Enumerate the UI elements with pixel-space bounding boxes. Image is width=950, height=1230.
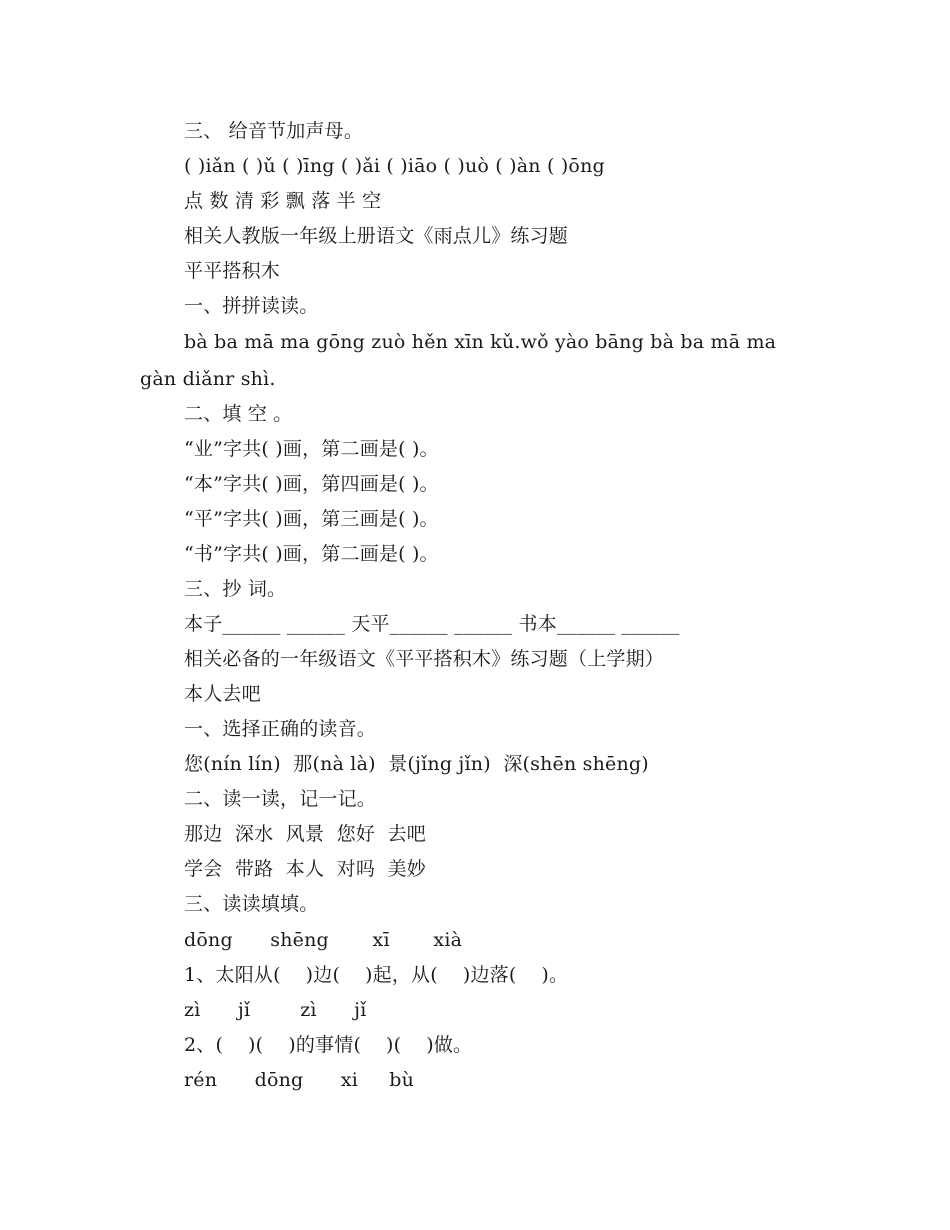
section-heading-read-remember: 二、读一读，记一记。: [184, 788, 377, 810]
fill-sentence-1: 1、太阳从( )边( )起，从( )边落( )。: [184, 964, 569, 986]
stroke-question-ye: “业”字共( )画，第二画是( )。: [184, 438, 439, 460]
fill-sentence-2: 2、( )( )的事情( )( )做。: [184, 1034, 473, 1056]
pinyin-hint-row-3: rén dōng xi bù: [184, 1069, 415, 1091]
lesson-title-go-myself: 本人去吧: [184, 683, 261, 705]
pinyin-blanks-line: ( )iǎn ( )ǔ ( )īng ( )ǎi ( )iāo ( )uò ( )àn ( )ōng: [184, 155, 605, 177]
stroke-question-ping: “平”字共( )画，第三画是( )。: [184, 508, 439, 530]
pinyin-sentence-line-1: bà ba mā ma gōng zuò hěn xīn kǔ.wǒ yào bāng bà ba mā ma: [184, 331, 777, 353]
word-row-1: 那边 深水 风景 您好 去吧: [184, 823, 426, 845]
exercise-title-raindrops: 相关人教版一年级上册语文《雨点儿》练习题: [184, 225, 569, 247]
section-heading-add-initials: 三、 给音节加声母。: [184, 120, 364, 142]
stroke-question-ben: “本”字共( )画，第四画是( )。: [184, 473, 439, 495]
pinyin-sentence-line-2: gàn diǎnr shì.: [140, 368, 276, 390]
reading-choice-line: 您(nín lín) 那(nà là) 景(jǐng jǐn) 深(shēn shēng): [184, 753, 649, 775]
copy-words-line: 本子______ ______ 天平______ ______ 书本______ ______: [184, 613, 680, 635]
stroke-question-shu: “书”字共( )画，第二画是( )。: [184, 543, 439, 565]
lesson-title-building-blocks: 平平搭积木: [184, 260, 281, 282]
character-row: 点 数 清 彩 飘 落 半 空: [184, 190, 382, 212]
pinyin-hint-row-1: dōng shēng xī xià: [184, 929, 463, 951]
section-heading-read-fill: 三、读读填填。: [184, 893, 319, 915]
word-row-2: 学会 带路 本人 对吗 美妙: [184, 858, 426, 880]
section-heading-fill-blank: 二、填 空 。: [184, 403, 293, 425]
pinyin-hint-row-2: zì jǐ zì jǐ: [184, 999, 367, 1021]
section-heading-copy-words: 三、抄 词。: [184, 578, 287, 600]
exercise-title-building-blocks: 相关必备的一年级语文《平平搭积木》练习题（上学期）: [184, 648, 665, 670]
section-heading-read-pinyin: 一、拼拼读读。: [184, 295, 319, 317]
section-heading-choose-reading: 一、选择正确的读音。: [184, 718, 377, 740]
